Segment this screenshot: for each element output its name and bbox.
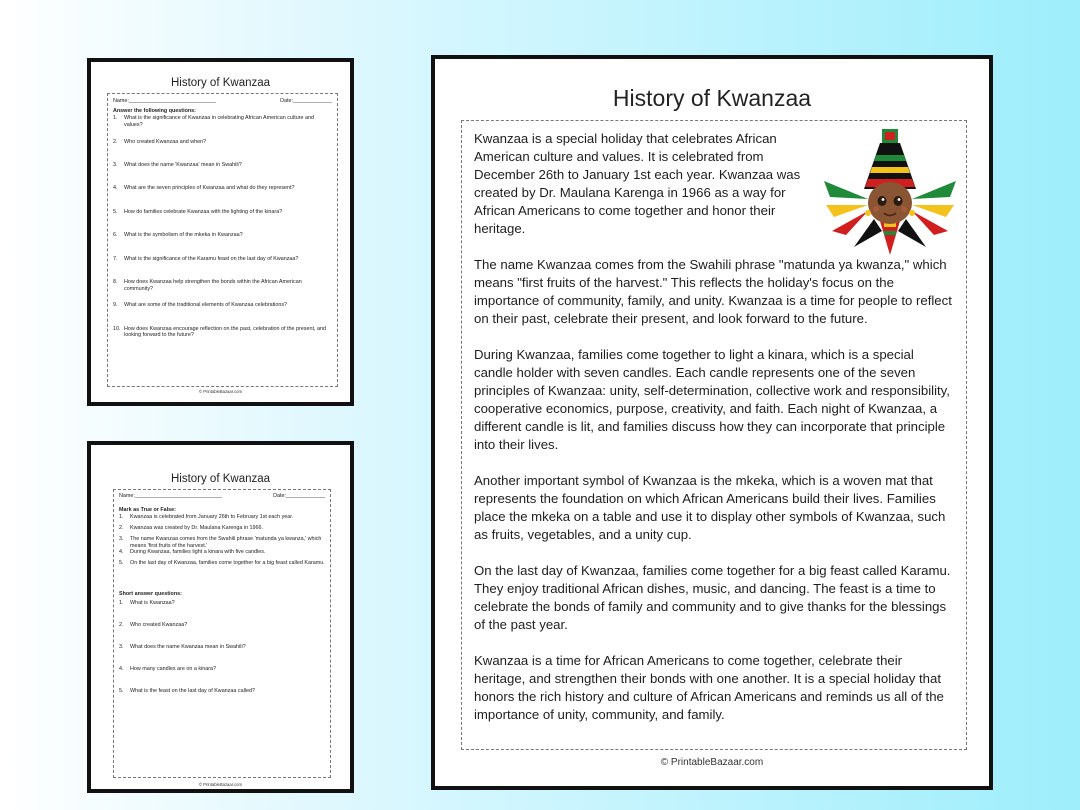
reading-passage-page [431, 55, 993, 790]
true-false-item [119, 549, 325, 560]
item-number: 8. [113, 278, 118, 285]
question-item [113, 139, 332, 162]
item-number: 1. [119, 514, 124, 521]
worksheet-content-box [113, 489, 331, 778]
question-list [113, 115, 332, 349]
true-false-item [119, 536, 325, 549]
item-text: How does Kwanzaa encourage reflection on the past, celebration of the present, and looking forward to the future? [124, 325, 326, 339]
worksheet-true-false-thumbnail [87, 441, 354, 793]
worksheet-footer: © PrintableBazaar.com [199, 782, 242, 787]
name-date-line [113, 98, 332, 105]
worksheet-title: History of Kwanzaa [170, 77, 271, 89]
item-number: 5. [119, 560, 124, 567]
item-text: On the last day of Kwanzaa, families come together for a big feast called Karamu. [130, 560, 325, 567]
true-false-item [119, 560, 325, 571]
worksheet-questions-thumbnail [87, 58, 354, 406]
short-answer-heading: Short answer questions: [119, 591, 182, 598]
instructions: Answer the following questions: [113, 107, 196, 114]
item-text: What is the feast on the last day of Kwanzaa called? [130, 687, 255, 694]
passage-paragraph: During Kwanzaa, families come together to light a kinara, which is a special candle holder with seven candles. Each candle represents one of the seven principles of Kwanzaa: unity, self-determination, collective work and responsibility, cooperative economics, purpose, creativity, and faith. Each night of Kwanzaa, a different candle is lit, and families discuss how they can incorporate that principle into their lives. [474, 347, 950, 452]
date-label: Date:_____________ [273, 493, 325, 499]
name-label: Name:_____________________________ [113, 98, 216, 104]
item-number: 1. [113, 115, 118, 122]
date-label: Date:_____________ [280, 98, 332, 104]
item-number: 4. [113, 185, 118, 192]
item-text: What are the seven principles of Kwanzaa and what do they represent? [124, 185, 295, 192]
item-text: What is Kwanzaa? [130, 599, 175, 606]
passage-paragraph: On the last day of Kwanzaa, families come together for a big feast called Karamu. They enjoy traditional African dishes, music, and dancing. The feast is a time to celebrate the bonds of family and community and to give thanks for the blessings of the past year. [474, 563, 951, 632]
item-number: 3. [119, 536, 124, 543]
item-text: Kwanzaa is celebrated from January 26th to February 1st each year. [130, 514, 294, 521]
item-number: 3. [113, 161, 118, 168]
item-number: 5. [113, 208, 118, 215]
item-text: What does the name 'Kwanzaa' mean in Swahili? [124, 161, 242, 168]
question-item [113, 185, 332, 208]
item-text: What is the symbolism of the mkeka in Kwanzaa? [124, 232, 243, 239]
item-number: 5. [119, 687, 124, 694]
item-number: 3. [119, 643, 124, 650]
short-answer-item [119, 644, 325, 666]
short-answer-list [119, 600, 325, 710]
short-answer-item [119, 622, 325, 644]
item-text: What are some of the traditional elements of Kwanzaa celebrations? [124, 302, 288, 309]
item-number: 4. [119, 549, 124, 556]
item-text: Who created Kwanzaa and when? [124, 138, 207, 145]
passage-paragraph: Another important symbol of Kwanzaa is the mkeka, which is a woven mat that represents the foundation on which African Americans build their lives. Families place the mkeka on a table and use it to display other symbols of Kwanzaa, such as fruits, vegetables, and a unity cup. [474, 473, 946, 542]
item-text: What is the significance of the Karamu feast on the last day of Kwanzaa? [124, 255, 299, 262]
question-item [113, 256, 332, 279]
passage-paragraph: Kwanzaa is a time for African Americans to come together, celebrate their heritage, and strengthen their bonds with one another. It is a special holiday that honors the rich history and culture of African Americans and reminds us all of the importance of unity, community, and family. [474, 653, 944, 722]
item-text: Who created Kwanzaa? [130, 621, 188, 628]
short-answer-item [119, 600, 325, 622]
question-item [113, 302, 332, 325]
item-number: 7. [113, 255, 118, 262]
question-item [113, 162, 332, 185]
item-text: What is the significance of Kwanzaa in celebrating African American culture and values? [124, 115, 314, 128]
question-item [113, 279, 332, 302]
question-item [113, 209, 332, 232]
page-title: History of Kwanzaa [612, 85, 812, 111]
item-number: 2. [119, 621, 124, 628]
short-answer-item [119, 688, 325, 710]
item-text: What does the name Kwanzaa mean in Swahili? [130, 643, 246, 650]
passage-box [461, 120, 967, 750]
item-number: 2. [113, 138, 118, 145]
short-answer-item [119, 666, 325, 688]
item-text: Kwanzaa was created by Dr. Maulana Karenga in 1966. [130, 525, 264, 532]
item-number: 9. [113, 302, 118, 309]
true-false-item [119, 525, 325, 536]
true-false-heading: Mark as True or False: [119, 506, 176, 513]
worksheet-footer: © PrintableBazaar.com [199, 389, 242, 394]
question-item [113, 326, 332, 349]
name-label: Name:_____________________________ [119, 493, 222, 499]
true-false-list [119, 514, 325, 571]
worksheet-title: History of Kwanzaa [170, 473, 271, 485]
item-text: How do families celebrate Kwanzaa with the lighting of the kinara? [124, 208, 283, 215]
item-text: The name Kwanzaa comes from the Swahili phrase 'matunda ya kwanza,' which means 'first fruits of the harvest.' [130, 536, 322, 549]
passage-paragraph: Kwanzaa is a special holiday that celebrates African American culture and values. It is celebrated from December 26th to January 1st each year. Kwanzaa was created by Dr. Maulana Karenga in 1966 as a way for African Americans to come together and honor their heritage. [474, 131, 801, 236]
worksheet-content-box [107, 93, 338, 387]
item-number: 4. [119, 665, 124, 672]
item-text: How many candles are on a kinara? [130, 665, 216, 672]
name-date-line [119, 493, 325, 500]
item-number: 1. [119, 599, 124, 606]
item-number: 10. [113, 325, 121, 332]
passage-paragraph: The name Kwanzaa comes from the Swahili phrase "matunda ya kwanza," which means "first fruits of the harvest." This reflects the holiday's focus on the importance of community, family, and unity. Kwanzaa is a time for people to reflect on their past, celebrate their present, and look forward to the future. [474, 257, 952, 326]
page-footer: © PrintableBazaar.com [660, 757, 764, 768]
kwanzaa-child-icon [824, 127, 956, 257]
item-number: 2. [119, 525, 124, 532]
item-text: How does Kwanzaa help strengthen the bonds within the African American community? [124, 278, 302, 292]
item-text: During Kwanzaa, families light a kinara with five candles. [130, 549, 266, 556]
question-item [113, 232, 332, 255]
question-item [113, 115, 332, 138]
true-false-item [119, 514, 325, 525]
item-number: 6. [113, 232, 118, 239]
